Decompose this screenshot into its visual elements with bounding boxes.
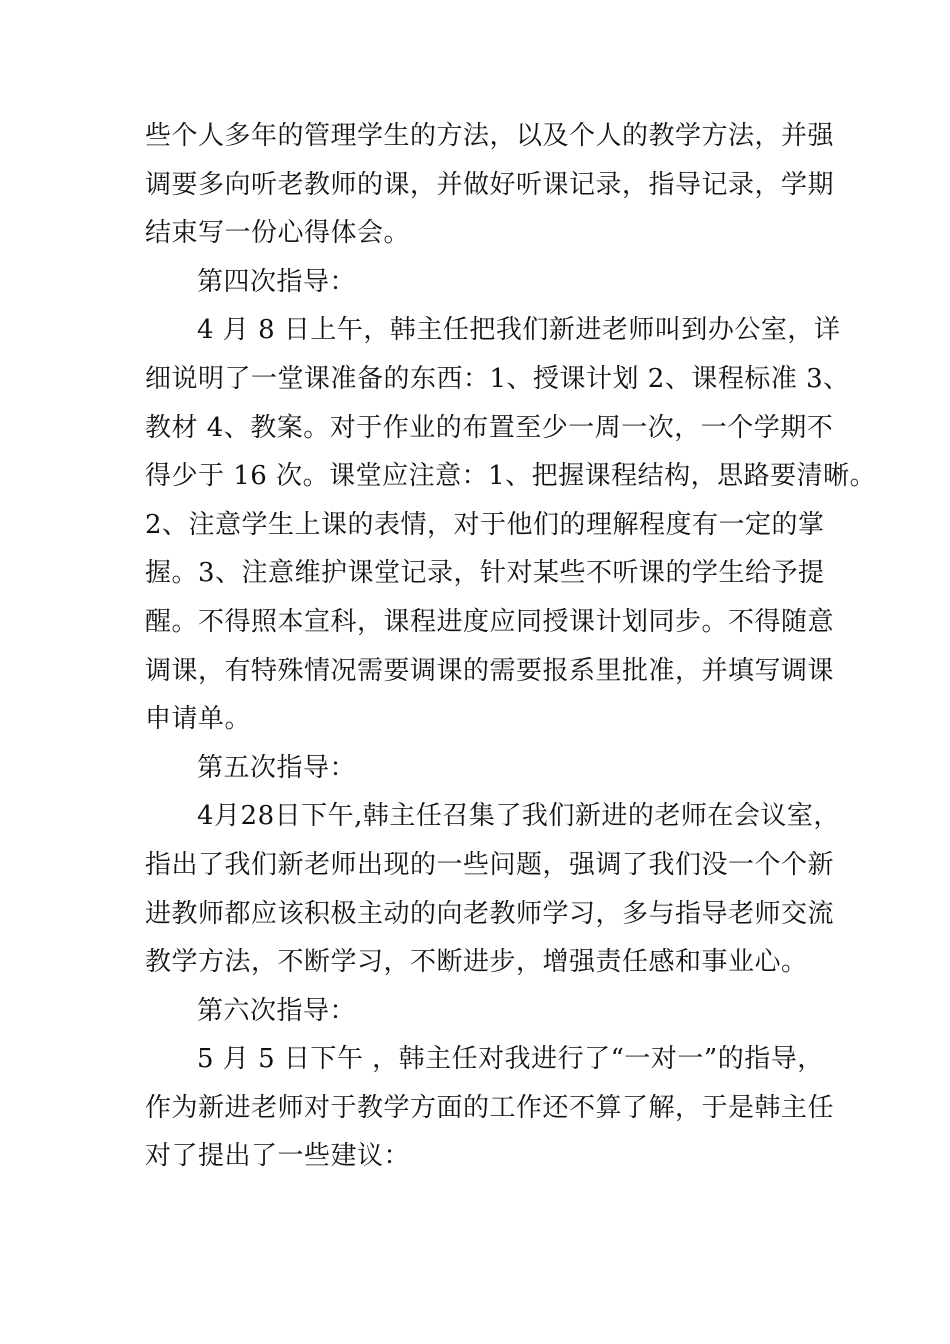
text-line: 细说明了一堂课准备的东西：1、授课计划 2、课程标准 3、 <box>145 363 850 394</box>
text-line: 4 月 8 日上午，韩主任把我们新进老师叫到办公室，详 <box>197 315 841 346</box>
text-line: 结束写一份心得体会。 <box>145 218 411 249</box>
section-heading-4: 第四次指导： <box>197 266 357 297</box>
text-line: 调要多向听老教师的课，并做好听课记录，指导记录，学期 <box>145 169 835 200</box>
body-text <box>145 112 877 1181</box>
text-line: 教材 4、教案。对于作业的布置至少一周一次，一个学期不 <box>145 412 834 443</box>
text-line: 作为新进老师对于教学方面的工作还不算了解，于是韩主任 <box>145 1092 835 1123</box>
text-line: 指出了我们新老师出现的一些问题，强调了我们没一个个新 <box>145 849 835 880</box>
text-line: 醒。不得照本宣科，课程进度应同授课计划同步。不得随意 <box>145 606 835 637</box>
section-heading-6: 第六次指导： <box>197 995 357 1026</box>
text-line: 进教师都应该积极主动的向老教师学习，多与指导老师交流 <box>145 898 835 929</box>
text-line: 调课，有特殊情况需要调课的需要报系里批准，并填写调课 <box>145 655 835 686</box>
text-line: 教学方法，不断学习，不断进步，增强责任感和事业心。 <box>145 947 808 978</box>
section-heading-5: 第五次指导： <box>197 752 357 783</box>
text-line: 握。3、注意维护课堂记录，针对某些不听课的学生给予提 <box>145 558 825 589</box>
text-line: 得少于 16 次。课堂应注意：1、把握课程结构，思路要清晰。 <box>145 461 877 492</box>
text-line: 些个人多年的管理学生的方法，以及个人的教学方法，并强 <box>145 121 835 151</box>
text-line: 4月28日下午,韩主任召集了我们新进的老师在会议室， <box>197 801 840 832</box>
text-line: 5 月 5 日下午 ，韩主任对我进行了“一对一”的指导， <box>197 1044 824 1075</box>
text-line: 2、注意学生上课的表情，对于他们的理解程度有一定的掌 <box>145 509 825 540</box>
text-line: 申请单。 <box>145 704 252 735</box>
text-line: 对了提出了一些建议： <box>145 1141 411 1172</box>
